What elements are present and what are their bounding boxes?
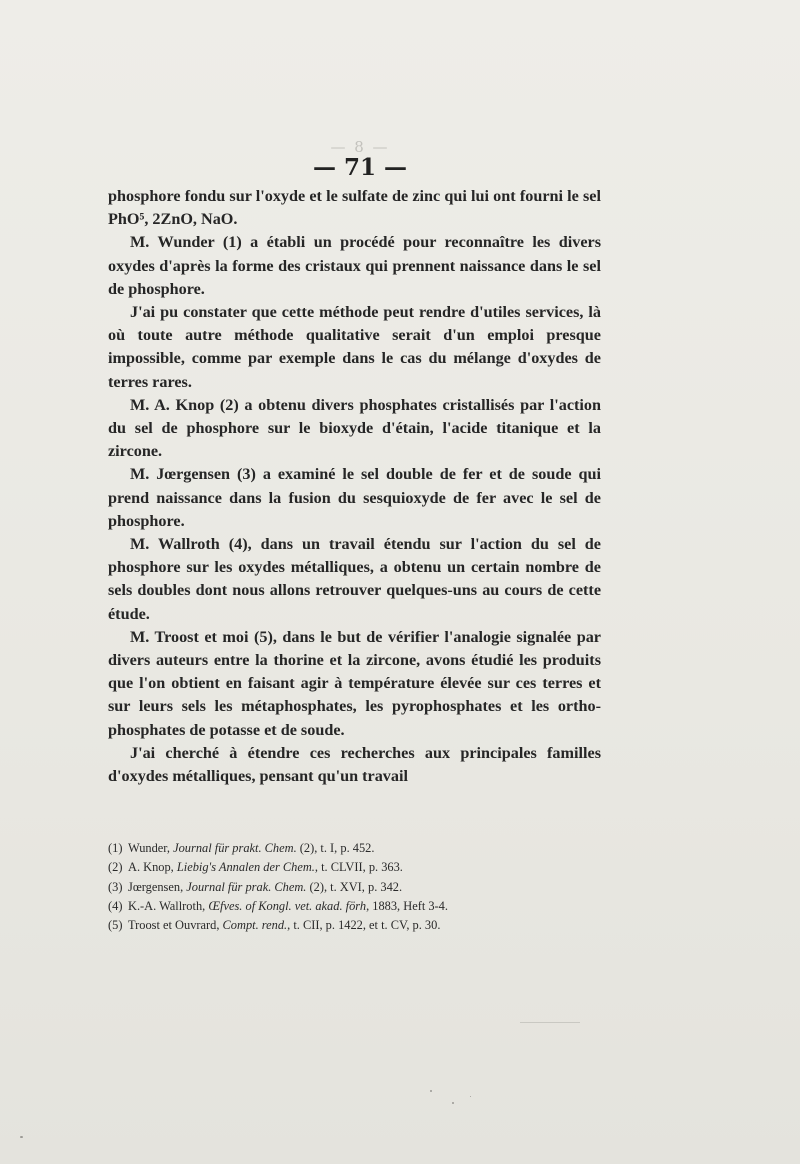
paragraph: M. Jœrgensen (3) a examiné le sel double de fer et de soude qui prend naissance dans la fusion du sesquioxyde de fer avec le sel de phosphore. <box>108 465 601 530</box>
paragraph: M. Troost et moi (5), dans le but de vérifier l'analogie signalée par divers auteurs entre la thorine et la zircone, avons étudié les produits que l'on obtient en faisant agir à température élevée sur ces terres et sur leurs sels les métaphosphates, les pyrophosphates et les ortho-phosphates de potasse et de soude. <box>108 627 601 739</box>
paper-speck <box>20 1136 23 1138</box>
footnote <box>108 878 608 897</box>
footnote-reference: (2), t. XVI, p. 342. <box>306 879 403 894</box>
footnote-author: Troost et Ouvrard, <box>128 918 223 933</box>
paper-speck <box>430 1090 432 1092</box>
footnote-author: Wunder, <box>128 841 174 855</box>
footnote-journal: Journal für prak. Chem. <box>186 879 307 894</box>
footnote-journal: Œfves. of Kongl. vet. akad. förh <box>208 898 367 913</box>
footnote-reference: , 1883, Heft 3-4. <box>366 898 448 913</box>
paper-speck <box>452 1102 454 1104</box>
footnote <box>108 839 608 858</box>
footnote-reference: , t. CLVII, p. 363. <box>314 860 403 875</box>
footnote <box>108 897 608 916</box>
paper-speck <box>470 1096 471 1097</box>
footnote-journal: Compt. rend. <box>222 918 288 933</box>
paragraph: M. Wallroth (4), dans un travail étendu sur l'action du sel de phosphore sur les oxydes métalliques, a obtenu un certain nombre de sels doubles dont nous allons retrouver quelques-uns au cours de cette étude. <box>108 535 601 623</box>
footnotes <box>108 839 608 935</box>
footnote-author: K.-A. Wallroth, <box>128 898 209 913</box>
footnote <box>108 916 608 935</box>
paragraph: M. Wunder (1) a établi un procédé pour reconnaître les divers oxydes d'après la forme des cristaux qui prennent naissance dans le sel de phosphore. <box>108 233 601 298</box>
footnote-mark: (2) <box>108 860 123 875</box>
footnote <box>108 858 608 877</box>
paragraph: M. A. Knop (2) a obtenu divers phosphates cristallisés par l'action du sel de phosphore sur le bioxyde d'étain, l'acide titanique et la zircone. <box>108 395 601 461</box>
footnote-reference: , t. CII, p. 1422, et t. CV, p. 30. <box>287 918 441 933</box>
body-text <box>108 185 601 788</box>
bleed-through-page-number: — 8 — <box>330 138 390 156</box>
footnote-mark: (5) <box>108 918 123 933</box>
paragraph: J'ai pu constater que cette méthode peut rendre d'utiles services, là où toute autre méthode qualitative serait d'un emploi presque impossible, comme par exemple dans le cas du mélange d'oxydes de terres rares. <box>108 303 601 391</box>
footnote-mark: (3) <box>108 879 123 894</box>
footnote-mark: (1) <box>108 841 123 855</box>
footnote-author: Jœrgensen, <box>128 879 187 894</box>
footnote-journal: Journal für prakt. Chem. <box>173 841 297 855</box>
page-number: — 71 — <box>312 154 408 181</box>
paragraph: J'ai cherché à étendre ces recherches aux principales familles d'oxydes métalliques, pensant qu'un travail <box>108 743 601 786</box>
footnote-reference: (2), t. I, p. 452. <box>296 841 375 855</box>
footnote-journal: Liebig's Annalen der Chem. <box>176 860 315 875</box>
footnote-mark: (4) <box>108 898 123 913</box>
paper-mark <box>520 1022 580 1023</box>
paragraph: phosphore fondu sur l'oxyde et le sulfate de zinc qui lui ont fourni le sel PhO⁵, 2ZnO, NaO. <box>108 187 601 229</box>
footnote-author: A. Knop, <box>128 860 177 875</box>
